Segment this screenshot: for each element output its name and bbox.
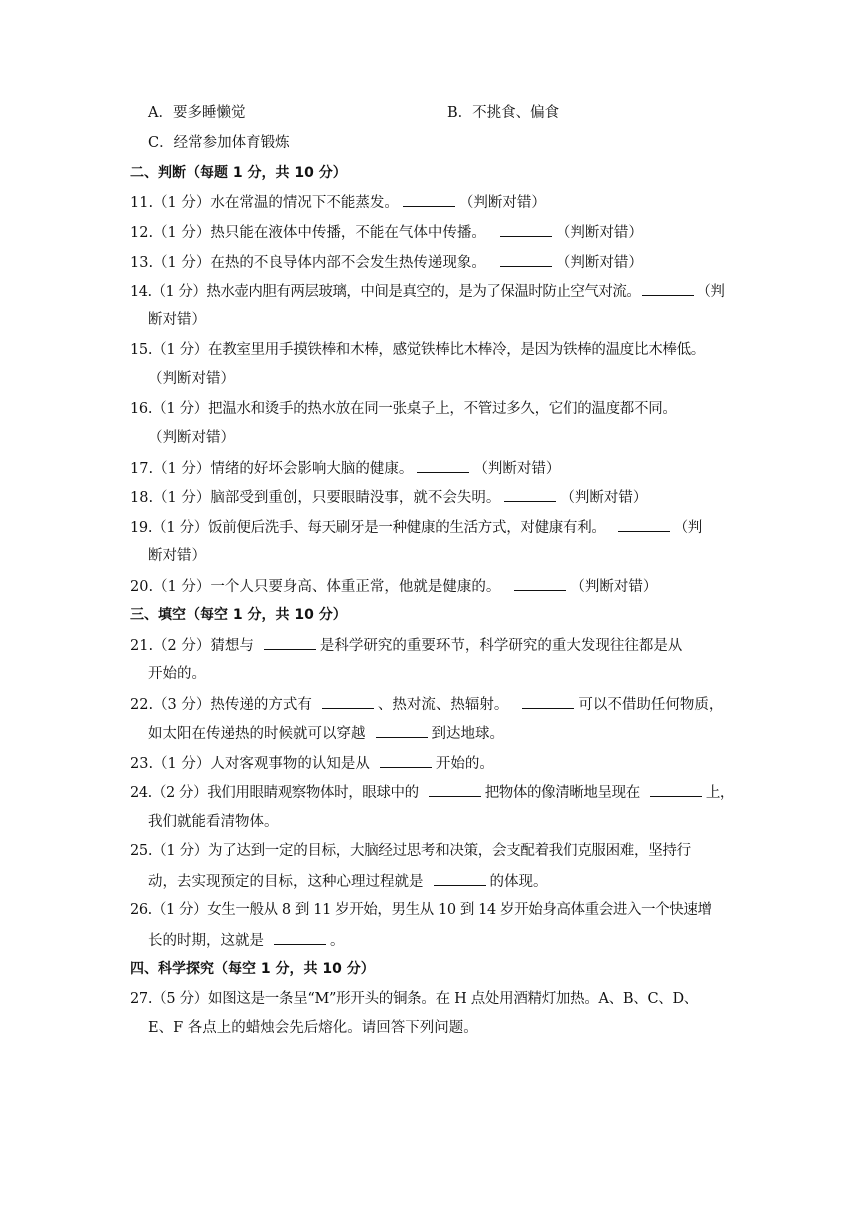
- answer-blank[interactable]: [274, 930, 326, 945]
- question-26-line2-text: 长的时期，这就是: [148, 933, 264, 949]
- question-26-continuation: [148, 930, 345, 951]
- question-11: [130, 192, 546, 213]
- question-20: [130, 576, 657, 597]
- answer-blank[interactable]: [322, 694, 374, 709]
- question-12: [130, 222, 643, 243]
- question-14: [130, 281, 724, 302]
- question-18-suffix: （判断对错）: [560, 490, 648, 506]
- question-24: [130, 782, 734, 803]
- question-15: 15.（1 分）在教室里用手摸铁棒和木棒，感觉铁棒比木棒冷，是因为铁棒的温度比木棒低。: [130, 342, 705, 358]
- question-19-suffix: （判: [673, 520, 702, 536]
- question-21-continuation: 开始的。: [148, 666, 206, 682]
- question-24-text: 24.（2 分）我们用眼睛观察物体时，眼球中的: [130, 785, 419, 801]
- question-23: [130, 753, 494, 774]
- question-22-line2-text: 如太阳在传递热的时候就可以穿越: [148, 726, 366, 742]
- question-26-line2-suffix: 。: [330, 933, 345, 949]
- question-13: [130, 252, 643, 273]
- question-27: 27.（5 分）如图这是一条呈“M”形开头的铜条。在 H 点处用酒精灯加热。A、B、C、D、: [130, 991, 698, 1007]
- option-a: A．要多睡懒觉: [148, 105, 246, 121]
- answer-blank[interactable]: [642, 281, 694, 296]
- question-17: [130, 458, 560, 479]
- answer-blank[interactable]: [500, 252, 552, 267]
- question-22-line2-suffix: 到达地球。: [431, 726, 504, 742]
- question-23-text: 23.（1 分）人对客观事物的认知是从: [130, 756, 370, 772]
- section-inquiry-heading: 四、科学探究（每空 1 分，共 10 分）: [130, 961, 375, 977]
- question-22: [130, 694, 723, 715]
- answer-blank[interactable]: [403, 192, 455, 207]
- question-13-text: 13.（1 分）在热的不良导体内部不会发生热传递现象。: [130, 255, 486, 271]
- question-18: [130, 487, 647, 508]
- answer-blank[interactable]: [380, 753, 432, 768]
- question-21-text: 21.（2 分）猜想与: [130, 638, 254, 654]
- question-22-middle: 、热对流、热辐射。: [377, 697, 509, 713]
- answer-blank[interactable]: [514, 576, 566, 591]
- question-11-suffix: （判断对错）: [458, 195, 546, 211]
- question-20-suffix: （判断对错）: [570, 579, 658, 595]
- question-17-suffix: （判断对错）: [473, 461, 561, 477]
- question-27-continuation: E、F 各点上的蜡烛会先后熔化。请回答下列问题。: [148, 1020, 478, 1036]
- question-13-suffix: （判断对错）: [555, 255, 643, 271]
- question-14-continuation: 断对错）: [148, 312, 206, 328]
- question-24-continuation: 我们就能看清物体。: [148, 814, 279, 830]
- answer-blank[interactable]: [417, 458, 469, 473]
- question-22-continuation: [148, 723, 504, 744]
- question-19: [130, 517, 702, 538]
- question-20-text: 20.（1 分）一个人只要身高、体重正常，他就是健康的。: [130, 579, 501, 595]
- question-25-continuation: [148, 871, 548, 892]
- answer-blank[interactable]: [264, 635, 316, 650]
- question-24-middle: 把物体的像清晰地呈现在: [484, 785, 640, 801]
- answer-blank[interactable]: [522, 694, 574, 709]
- question-19-continuation: 断对错）: [148, 548, 206, 564]
- question-15-continuation: （判断对错）: [148, 371, 235, 387]
- question-23-suffix: 开始的。: [435, 756, 494, 772]
- question-12-suffix: （判断对错）: [555, 225, 643, 241]
- question-26: 26.（1 分）女生一般从 8 到 11 岁开始，男生从 10 到 14 岁开始身高体重会进入一个快速增: [130, 902, 712, 918]
- section-judgement-heading: 二、判断（每题 1 分，共 10 分）: [130, 165, 347, 181]
- question-14-suffix: （判: [696, 284, 725, 300]
- question-22-suffix: 可以不借助任何物质，: [578, 697, 724, 713]
- question-25: 25.（1 分）为了达到一定的目标，大脑经过思考和决策，会支配着我们克服困难，坚持行: [130, 843, 691, 859]
- question-22-text: 22.（3 分）热传递的方式有: [130, 697, 312, 713]
- question-19-text: 19.（1 分）饭前便后洗手、每天刷牙是一种健康的生活方式，对健康有利。: [130, 520, 606, 536]
- question-25-line2-suffix: 的体现。: [489, 874, 548, 890]
- question-21-suffix: 是科学研究的重要环节，科学研究的重大发现往往都是从: [319, 638, 683, 654]
- answer-blank[interactable]: [376, 723, 428, 738]
- answer-blank[interactable]: [504, 487, 556, 502]
- question-17-text: 17.（1 分）情绪的好坏会影响大脑的健康。: [130, 461, 414, 477]
- question-14-text: 14.（1 分）热水壶内胆有两层玻璃，中间是真空的，是为了保温时防止空气对流。: [130, 284, 641, 300]
- question-21: [130, 635, 682, 656]
- question-11-text: 11.（1 分）水在常温的情况下不能蒸发。: [130, 195, 399, 211]
- question-24-suffix: 上，: [705, 785, 735, 801]
- option-b: B．不挑食、偏食: [447, 105, 560, 121]
- question-12-text: 12.（1 分）热只能在液体中传播，不能在气体中传播。: [130, 225, 486, 241]
- answer-blank[interactable]: [500, 222, 552, 237]
- option-c: C．经常参加体育锻炼: [148, 135, 290, 151]
- answer-blank[interactable]: [618, 517, 670, 532]
- answer-blank[interactable]: [429, 782, 481, 797]
- question-16-continuation: （判断对错）: [148, 430, 235, 446]
- section-fill-blank-heading: 三、填空（每空 1 分，共 10 分）: [130, 607, 347, 623]
- question-25-line2-text: 动，去实现预定的目标，这种心理过程就是: [148, 874, 424, 890]
- question-18-text: 18.（1 分）脑部受到重创，只要眼睛没事，就不会失明。: [130, 490, 501, 506]
- answer-blank[interactable]: [650, 782, 702, 797]
- question-16: 16.（1 分）把温水和烫手的热水放在同一张桌子上，不管过多久，它们的温度都不同。: [130, 401, 677, 417]
- answer-blank[interactable]: [434, 871, 486, 886]
